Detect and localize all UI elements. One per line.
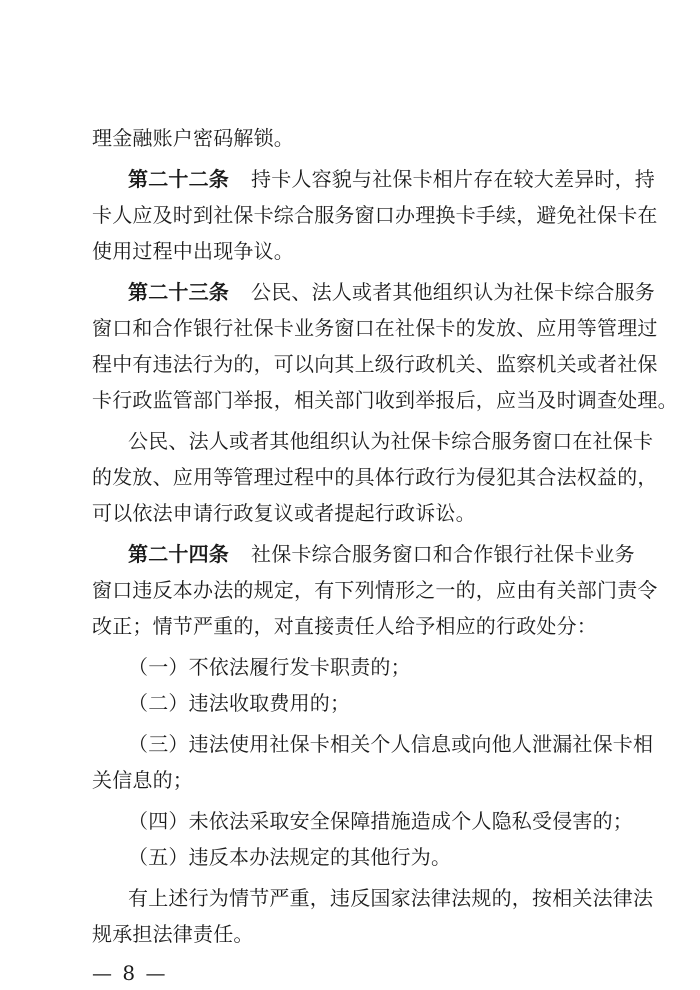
text-line: 可以依法申请行政复议或者提起行政诉讼。 (92, 501, 476, 525)
text-line: 使用过程中出现争议。 (92, 239, 294, 263)
text-line: 窗口和合作银行社保卡业务窗口在社保卡的发放、应用等管理过 (92, 316, 658, 340)
text-line: 关信息的； (92, 768, 193, 792)
list-item: （二）违法收取费用的； (128, 691, 351, 715)
list-item: （五）违反本办法规定的其他行为。 (128, 845, 452, 869)
text-span: 公民、法人或者其他组织认为社保卡综合服务 (251, 280, 655, 304)
article-22-line (128, 164, 655, 194)
list-item: （一）不依法履行发卡职责的； (128, 655, 411, 679)
page-number: — 8 — (92, 961, 168, 985)
list-item: （三）违法使用社保卡相关个人信息或向他人泄漏社保卡相 (128, 732, 654, 756)
text-line: 有上述行为情节严重，违反国家法律法规的，按相关法律法 (128, 886, 654, 910)
text-line: 程中有违法行为的，可以向其上级行政机关、监察机关或者社保 (92, 352, 658, 376)
text-line: 改正；情节严重的，对直接责任人给予相应的行政处分： (92, 614, 597, 638)
text-span: 社保卡综合服务窗口和合作银行社保卡业务 (251, 542, 635, 566)
list-item: （四）未依法采取安全保障措施造成个人隐私受侵害的； (128, 809, 633, 833)
article-heading: 第二十三条 (128, 280, 229, 304)
article-23-line (128, 277, 655, 307)
text-line: 理金融账户密码解锁。 (92, 126, 294, 150)
text-line: 公民、法人或者其他组织认为社保卡综合服务窗口在社保卡 (128, 429, 654, 453)
article-24-line (128, 539, 635, 569)
article-heading: 第二十二条 (128, 167, 229, 191)
text-line: 的发放、应用等管理过程中的具体行政行为侵犯其合法权益的， (92, 465, 658, 489)
text-line: 卡人应及时到社保卡综合服务窗口办理换卡手续，避免社保卡在 (92, 203, 658, 227)
text-line: 窗口违反本办法的规定，有下列情形之一的，应由有关部门责令 (92, 578, 658, 602)
text-line: 规承担法律责任。 (92, 922, 254, 946)
article-heading: 第二十四条 (128, 542, 229, 566)
text-line: 卡行政监管部门举报，相关部门收到举报后，应当及时调查处理。 (92, 388, 678, 412)
text-span: 持卡人容貌与社保卡相片存在较大差异时，持 (251, 167, 655, 191)
